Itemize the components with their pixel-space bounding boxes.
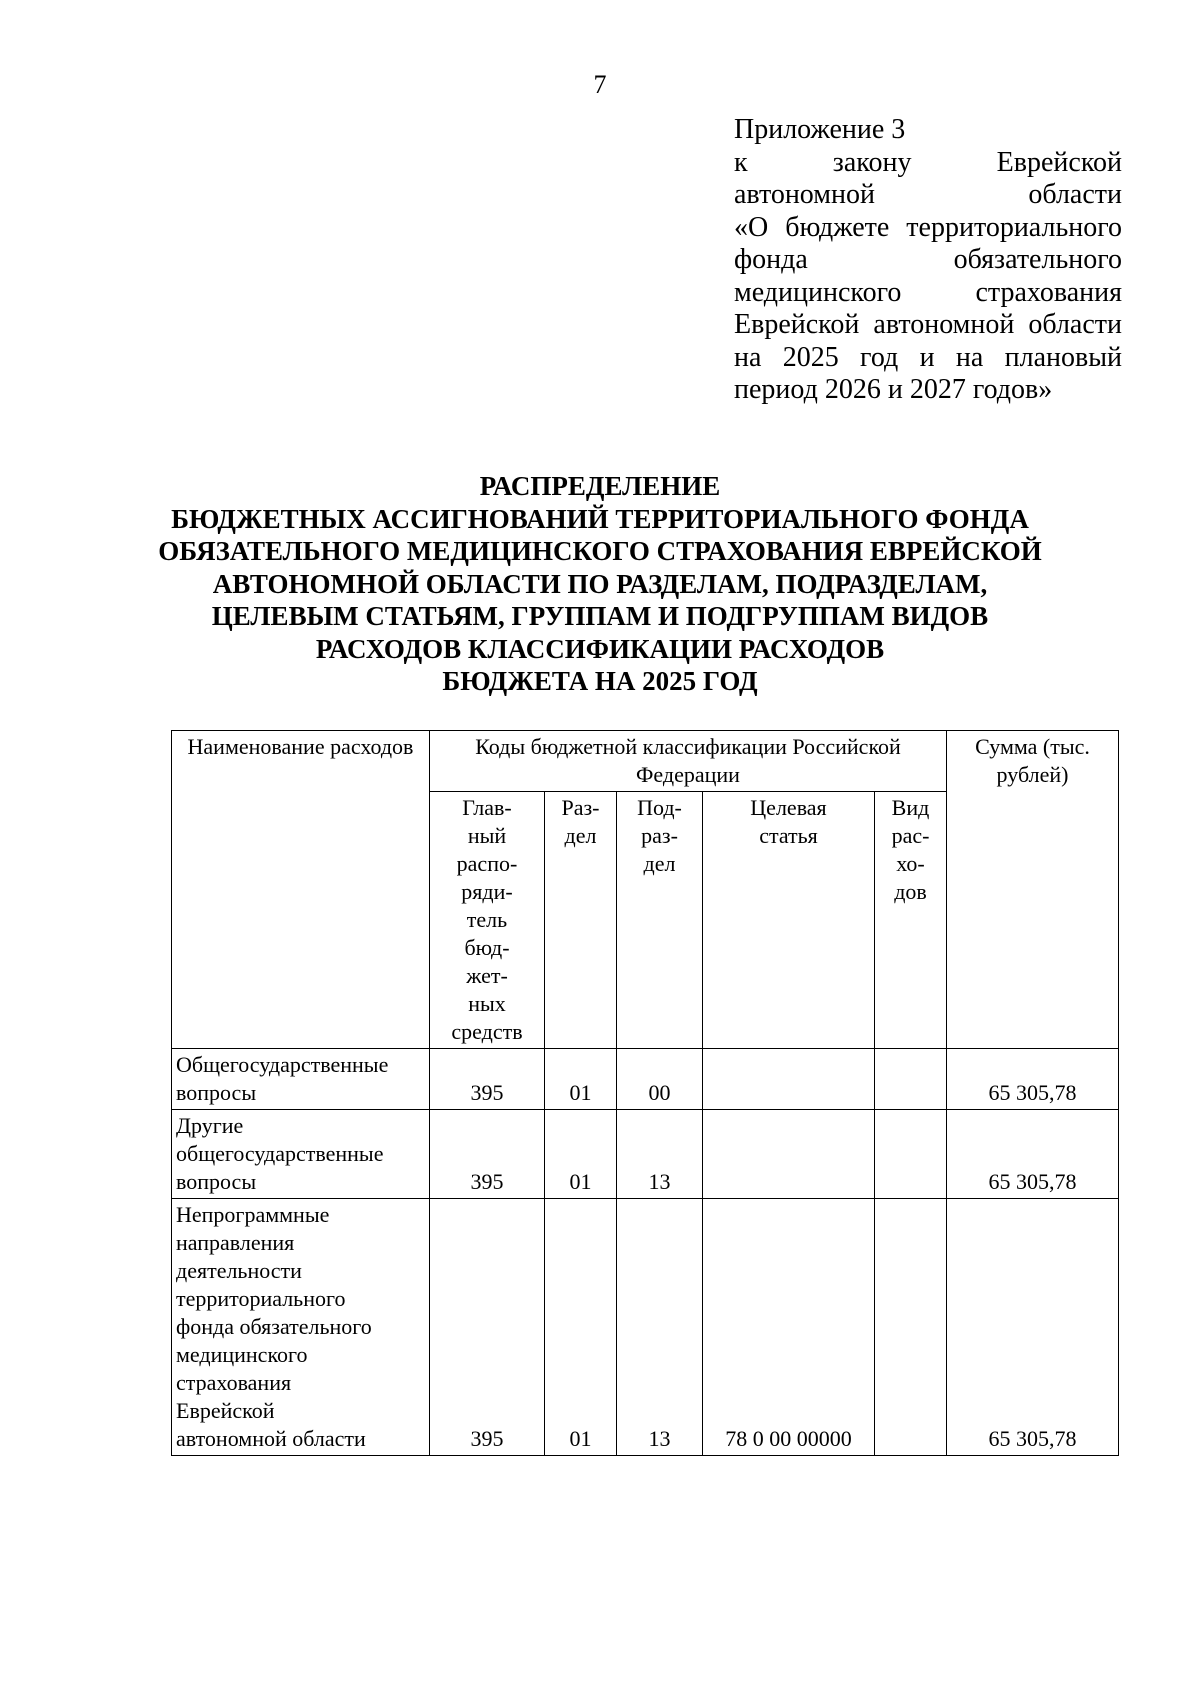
header-manager-line: тель [466,907,508,932]
row-sum: 65 305,78 [947,1199,1119,1456]
header-expense-type [875,792,947,1049]
row-subsection: 00 [617,1049,703,1110]
header-expense-type-line: хо- [896,851,925,876]
appendix-line: «О бюджете территориального [734,211,1122,243]
title-line: РАСХОДОВ КЛАССИФИКАЦИИ РАСХОДОВ [315,633,885,664]
appendix-block [734,114,1122,407]
header-section-line: дел [564,823,597,848]
header-name: Наименование расходов [172,731,430,1049]
appendix-line: Приложение 3 [734,114,906,145]
header-subsection-line: дел [643,851,676,876]
header-section [545,792,617,1049]
appendix-line: Еврейской автономной области [734,309,1122,340]
title-line: РАСПРЕДЕЛЕНИЕ [479,471,721,501]
header-expense-type-line: Вид [891,795,930,820]
header-section-line: Раз- [561,795,600,820]
header-manager-line: средств [451,1019,523,1044]
row-subsection: 13 [617,1199,703,1456]
row-name-line: фонда обязательного [176,1314,372,1339]
header-subsection-line: Под- [637,795,682,820]
header-manager-line: жет- [466,963,508,988]
appendix-line: фонда обязательного [734,244,1122,275]
row-name-line: Непрограммные [176,1202,330,1227]
row-name [172,1199,430,1456]
header-target-line: Целевая [750,795,827,820]
table-row [172,1110,1119,1199]
appendix-line: период 2026 и 2027 годов» [734,374,1053,405]
row-name-line: Еврейской [176,1398,275,1423]
header-subsection [617,792,703,1049]
table-row [172,1049,1119,1110]
title-line: БЮДЖЕТА НА 2025 ГОД [442,666,758,696]
row-sum: 65 305,78 [947,1110,1119,1199]
row-name-line: направления [176,1230,295,1255]
row-expense-type [875,1049,947,1110]
header-manager-line: бюд- [464,935,510,960]
row-name-line: страхования [176,1370,292,1395]
table-header-row [172,731,1119,792]
row-manager: 395 [430,1049,545,1110]
row-manager: 395 [430,1110,545,1199]
row-name [172,1049,430,1110]
row-name-line: медицинского [176,1342,308,1367]
header-manager-line: ряди- [461,879,513,904]
page-number: 7 [593,70,607,99]
row-name-line: территориального [176,1286,346,1311]
row-section: 01 [545,1049,617,1110]
row-name-line: общегосударственные [176,1141,384,1166]
header-manager-line: ных [468,991,506,1016]
header-manager-line: Глав- [462,795,512,820]
row-target [703,1049,875,1110]
row-sum: 65 305,78 [947,1049,1119,1110]
header-target-line: статья [759,823,818,848]
row-name-line: вопросы [176,1080,257,1105]
row-name-line: вопросы [176,1169,257,1194]
table-row [172,1199,1119,1456]
header-sum: Сумма (тыс. рублей) [947,731,1119,1049]
row-name-line: Другие [176,1113,244,1138]
row-target: 78 0 00 00000 [703,1199,875,1456]
title-line: БЮДЖЕТНЫХ АССИГНОВАНИЙ ТЕРРИТОРИАЛЬНОГО ФОНДА [171,503,1029,534]
title-line: ОБЯЗАТЕЛЬНОГО МЕДИЦИНСКОГО СТРАХОВАНИЯ ЕВРЕЙСКОЙ [158,536,1042,566]
row-subsection: 13 [617,1110,703,1199]
row-name-line: Общегосударственные [176,1052,389,1077]
row-name-line: деятельности [176,1258,302,1283]
row-section: 01 [545,1110,617,1199]
header-subsection-line: раз- [641,823,678,848]
row-manager: 395 [430,1199,545,1456]
title-line: АВТОНОМНОЙ ОБЛАСТИ ПО РАЗДЕЛАМ, ПОДРАЗДЕЛАМ, [212,568,988,599]
document-title [150,470,1050,698]
row-section: 01 [545,1199,617,1456]
title-line: ЦЕЛЕВЫМ СТАТЬЯМ, ГРУППАМ И ПОДГРУППАМ ВИДОВ [211,601,989,631]
header-manager-line: ный [467,823,507,848]
row-name-line: автономной области [176,1426,366,1451]
header-manager [430,792,545,1049]
row-name [172,1110,430,1199]
appendix-line: к закону Еврейской [734,146,1122,178]
header-codes-group: Коды бюджетной классификации Российской Федерации [430,731,947,792]
header-expense-type-line: дов [894,879,927,904]
appendix-line: медицинского страхования [734,276,1122,308]
header-expense-type-line: рас- [891,823,930,848]
header-manager-line: распо- [456,851,518,876]
row-expense-type [875,1199,947,1456]
budget-table [171,730,1119,1456]
header-target [703,792,875,1049]
row-expense-type [875,1110,947,1199]
row-target [703,1110,875,1199]
appendix-line: автономной области [734,179,1122,210]
appendix-line: на 2025 год и на плановый [734,341,1122,373]
